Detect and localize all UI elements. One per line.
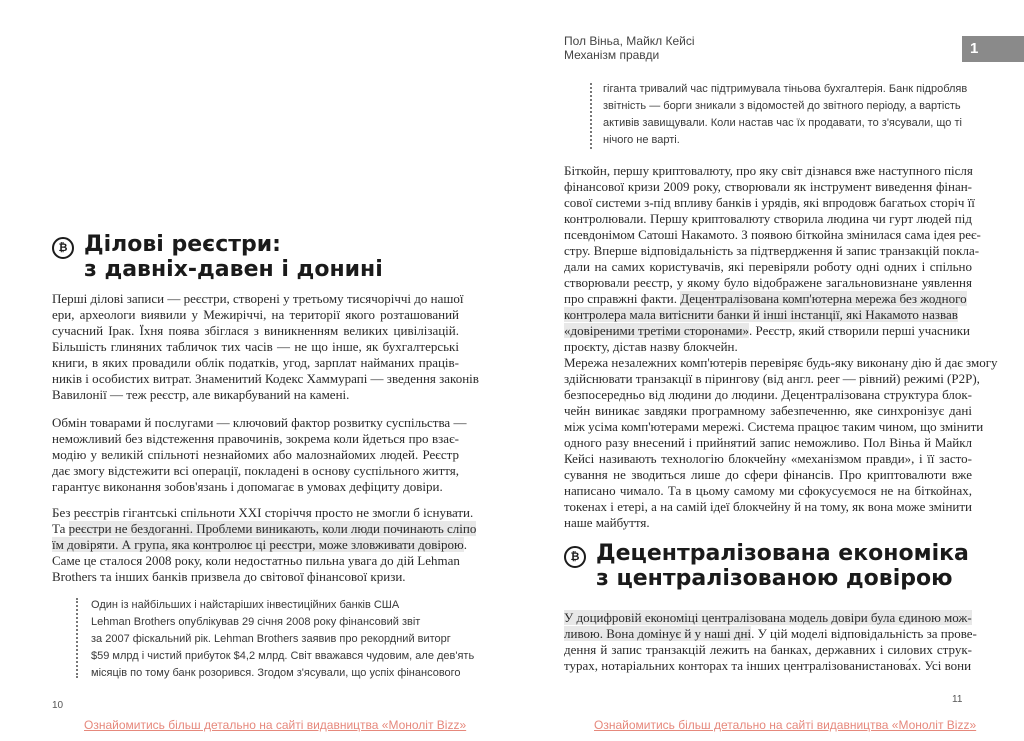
text-line: токенах і етері, а на самій ідеї блокчейну й на тому, як вона може змінити xyxy=(564,499,972,514)
text-line: написано чимало. Та в цьому самому ми сфокусуємося не на біткойнах, xyxy=(564,483,972,498)
highlighted-text: «довіреними третіми сторонами» xyxy=(564,323,750,338)
paragraph-history xyxy=(52,291,479,403)
text-plain: про справжні факти. xyxy=(564,291,681,306)
text-line: Вавилонії — теж реєстр, але викарбуваний на камені. xyxy=(52,387,350,402)
text-line: Мережа незалежних комп'ютерів перевіряє будь-яку виконану дію й дає змогу xyxy=(564,355,998,370)
publisher-link[interactable]: Ознайомитись більш детально на сайті видавництва «Моноліт Bizz» xyxy=(594,718,977,732)
text-line: дає змогу відстежити всі операції, покладені в основу суспільного життя, xyxy=(52,463,459,478)
highlighted-text: У доцифровій економіці централізована модель довіри була єдиною мож- xyxy=(564,610,972,625)
section-heading-registries xyxy=(52,232,383,282)
text-line: Більшість глиняних табличок тих часів — не що інше, як бухгалтерські xyxy=(52,339,459,354)
text-line: книги, в яких провадили облік податків, угод, зарплат найманих праців- xyxy=(52,355,459,370)
text-line: Brothers та інших банків призвела до світової фінансової кризи. xyxy=(52,569,406,584)
text-line: між усіма комп'ютерами мережі. Система працює таким чином, що змінити xyxy=(564,419,984,434)
text-line: турах, нотаріальних конторах та інших централізованистанова́х. Усі вони xyxy=(564,658,972,673)
text-plain: . У цій моделі відповідальність за прове- xyxy=(751,626,977,641)
text-line: чейн виникає завдяки програмному забезпеченню, яке синхронізує дані xyxy=(564,403,972,418)
highlighted-text: ливою. Вона домінує й у наші дні xyxy=(564,626,752,641)
text-line xyxy=(564,307,972,323)
text-line xyxy=(564,610,972,626)
footnote-lehman xyxy=(91,597,474,682)
text-line: ників і особистих витрат. Знаменитий Кодекс Хаммурапі — зведення законів xyxy=(52,371,479,386)
paragraph-bitcoin xyxy=(564,163,981,355)
text-line: ери, археологи виявили у Межиріччі, на території якого розташований xyxy=(52,307,459,322)
footnote-lehman-continued xyxy=(603,81,967,149)
note-line: активів завищували. Коли настав час їх продавати, то з'ясували, що ті xyxy=(603,117,962,129)
section-title-line1: Децентралізована економіка xyxy=(596,541,969,566)
page-number: 11 xyxy=(952,694,963,705)
note-line: $59 млрд і чистий прибуток $4,2 млрд. Світ вважався чудовим, але дев'ять xyxy=(91,650,475,662)
text-line: сової системи з-під впливу банків і урядів, які впродовж багатьох сторіч її xyxy=(564,195,975,210)
text-line xyxy=(52,537,467,553)
note-line: звітність — борги зникали з відомостей до звітного періоду, а вартість xyxy=(603,100,961,112)
text-line: здійснювати транзакції в пірингову (від англ. peer — рівний) режимі (P2P), xyxy=(564,371,980,386)
text-line: дали на самих користувачів, які перевіряли роботу одні одних і спільно xyxy=(564,259,972,274)
note-line: Один із найбільших і найстаріших інвестиційних банків США xyxy=(91,599,400,611)
note-line: місяців по тому банк розорився. Згодом з'ясували, що успіх фінансового xyxy=(91,667,461,679)
text-line: Біткойн, першу криптовалюту, про яку світ дізнався вже наступного після xyxy=(564,163,973,178)
highlighted-text: контролера мала витіснити банки й інші інстанції, які Накамото назвав xyxy=(564,307,958,322)
section-heading-decentralized xyxy=(564,541,969,591)
text-line: сування не зводиться лише до сфери фінансів. Про криптовалюти вже xyxy=(564,467,972,482)
text-line xyxy=(52,521,477,537)
paragraph-exchange xyxy=(52,415,467,495)
right-page xyxy=(512,0,1024,741)
highlighted-text: їм довіряти. А група, яка контролює ці реєстри, може зловживати довірою xyxy=(52,537,464,552)
text-line: псевдонімом Сатоші Накамото. З появою біткойна змінилася сама ідея реє- xyxy=(564,227,981,242)
text-line: Кейсі називають технологію блокчейну «механізмом правди», і її засто- xyxy=(564,451,972,466)
text-line: проєкту, дістав назву блокчейн. xyxy=(564,339,738,354)
text-line: безпосередньо від людини до людини. Децентралізована структура блок- xyxy=(564,387,972,402)
page-number: 10 xyxy=(52,700,64,711)
paragraph-p2p-network xyxy=(564,355,998,531)
note-line: Lehman Brothers опублікував 29 січня 2008 року фінансовий звіт xyxy=(91,616,421,628)
text-line xyxy=(564,291,972,307)
text-line: контролювали. Першу криптовалюту створила людина чи гурт людей під xyxy=(564,211,972,226)
paragraph-registries-flaws xyxy=(52,505,477,585)
text-line: дення й запис транзакцій лежить на банках, державних і силових струк- xyxy=(564,642,972,657)
text-line: одного разу внесений і прийнятий запис неможливо. Пол Віньа й Майкл xyxy=(564,435,972,450)
text-line: фінансової кризи 2009 року, створювали як інструмент виведення фінан- xyxy=(564,179,972,194)
text-plain: Та xyxy=(52,521,69,536)
header-book-title: Механізм правди xyxy=(564,48,660,62)
section-title-line2: з централізованою довірою xyxy=(596,566,953,591)
highlighted-text: реєстри не бездоганні. Проблеми виникають, коли люди починають сліпо xyxy=(68,521,477,536)
text-line: модію у великій спільноті незнайомих або малознайомих людей. Реєстр xyxy=(52,447,459,462)
section-title xyxy=(596,541,969,591)
section-title-line1: Ділові реєстри: xyxy=(84,232,281,257)
text-line: Перші ділові записи — реєстри, створені у третьому тисячоріччі до нашої xyxy=(52,291,464,306)
note-line: нічого не варті. xyxy=(603,134,680,146)
text-line: Без реєстрів гігантські спільноти XXI сторіччя просто не змогли б існувати. xyxy=(52,505,474,520)
text-line: створювали реєстр, у якому було відображене загальновизнане уявлення xyxy=(564,275,972,290)
text-line: Обмін товарами й послугами — ключовий фактор розвитку суспільства — xyxy=(52,415,467,430)
text-line: наше майбуття. xyxy=(564,515,650,530)
running-header xyxy=(564,34,695,62)
note-marker xyxy=(590,83,592,149)
section-title-line2: з давніх-давен і донині xyxy=(84,257,383,282)
text-line xyxy=(564,626,977,642)
publisher-link[interactable]: Ознайомитись більш детально на сайті видавництва «Моноліт Bizz» xyxy=(84,718,467,732)
text-line: Саме це сталося 2008 року, коли недостатньо пильна увага до дій Lehman xyxy=(52,553,460,568)
text-line: гарантує виконання зобов'язань і допомагає в умовах дефіциту довіри. xyxy=(52,479,443,494)
text-line: сучасний Ірак. Їхня поява збіглася з виникненням великих цивілізацій. xyxy=(52,323,459,338)
highlighted-text: Децентралізована комп'ютерна мережа без жодного xyxy=(680,291,967,306)
text-line: неможливий без відстеження правочинів, зокрема коли йдеться про взає- xyxy=(52,431,459,446)
note-marker xyxy=(76,598,78,678)
header-authors: Пол Віньа, Майкл Кейсі xyxy=(564,34,695,48)
section-title xyxy=(84,232,383,282)
text-plain: . Реєстр, який створили перші учасники xyxy=(749,323,971,338)
chapter-number-tab: 1 xyxy=(962,36,1024,62)
text-plain: . xyxy=(463,537,467,552)
bitcoin-icon: ₿ xyxy=(564,546,586,568)
bitcoin-icon: ₿ xyxy=(52,237,74,259)
text-line: стру. Вперше відповідальність за підтвердження й запис транзакцій покла- xyxy=(564,243,980,258)
paragraph-centralized-trust xyxy=(564,610,977,674)
note-line: гіганта тривалий час підтримувала тіньова бухгалтерія. Банк підробляв xyxy=(603,83,968,95)
text-line xyxy=(564,323,972,339)
note-line: за 2007 фіскальний рік. Lehman Brothers заявив про рекордний виторг xyxy=(91,633,451,645)
